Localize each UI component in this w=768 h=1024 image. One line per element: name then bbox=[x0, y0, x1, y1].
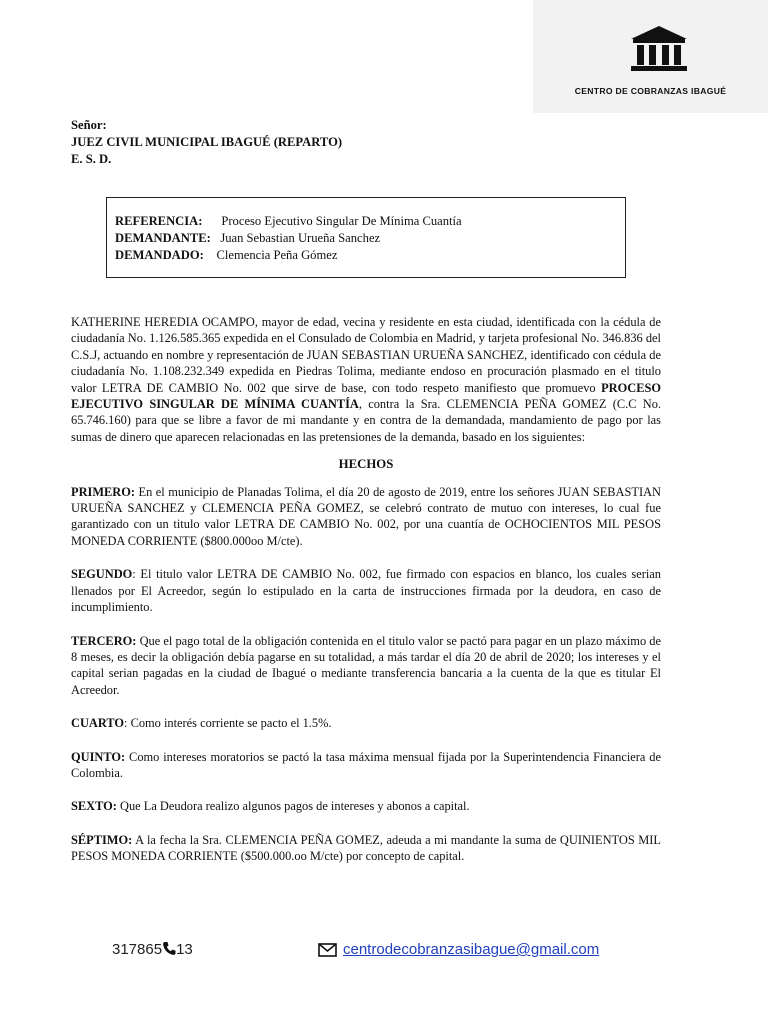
document-body bbox=[71, 314, 661, 865]
fact-cuarto: CUARTO: Como interés corriente se pacto el 1.5%. bbox=[71, 716, 332, 731]
fact-quinto: QUINTO: Como intereses moratorios se pactó la tasa máxima mensual fijada por la Superintendencia Financiera de Colombia. bbox=[71, 749, 661, 780]
addressee bbox=[71, 117, 342, 168]
process-type: PROCESO EJECUTIVO SINGULAR DE MÍNIMA CUANTÍA bbox=[71, 380, 661, 412]
defendant-value: Clemencia Peña Gómez bbox=[216, 248, 338, 262]
facts-title: HECHOS bbox=[338, 457, 394, 472]
fact-sexto: SEXTO: Que La Deudora realizo algunos pagos de intereses y abonos a capital. bbox=[71, 799, 470, 814]
fact-primero: PRIMERO: En el municipio de Planadas Tolima, el día 20 de agosto de 2019, entre los señores JUAN SEBASTIAN URUEÑA SANCHEZ y CLEMENCIA PEÑA GOMEZ, se celebró contrato de mutuo con intereses, lo cual fue garantizado con un titulo valor LETRA DE CAMBIO No. 002, por una cuantía de OCHOCIENTOS MIL PESOS MONEDA CORRIENTE ($800.000oo M/cte). bbox=[71, 484, 661, 548]
fact-tercero: TERCERO: Que el pago total de la obligación contenida en el titulo valor se pactó para pagar en un plazo máximo de 8 meses, es decir la obligación debía pagarse en su totalidad, a más tardar el día 20 de abril de 2020; los intereses y el capital serian pagadas en la ciudad de Ibagué o mediante transferencia bancaria a la cuenta de la que es titular El Acreedor. bbox=[71, 633, 661, 697]
recipient: JUEZ CIVIL MUNICIPAL IBAGUÉ (REPARTO) bbox=[71, 135, 343, 149]
reference-box bbox=[106, 197, 626, 278]
plaintiff-label: DEMANDANTE: bbox=[115, 231, 211, 245]
building-columns-icon bbox=[629, 26, 689, 72]
footer-email bbox=[318, 941, 599, 958]
plaintiff-value: Juan Sebastian Urueña Sanchez bbox=[220, 231, 381, 245]
envelope-icon bbox=[318, 943, 337, 957]
defendant-label: DEMANDADO: bbox=[115, 248, 204, 262]
email-link[interactable]: centrodecobranzasibague@gmail.com bbox=[343, 941, 600, 958]
reference-value: Proceso Ejecutivo Singular De Mínima Cuantía bbox=[221, 214, 462, 228]
salutation: Señor: bbox=[71, 118, 107, 132]
fact-segundo: SEGUNDO: El titulo valor LETRA DE CAMBIO No. 002, fue firmado con espacios en blanco, los cuales serian llenados por El Acreedor, según lo estipulado en la carta de instrucciones firmada por la deudora, en caso de incumplimiento. bbox=[71, 567, 661, 615]
reference-label: REFERENCIA: bbox=[115, 214, 203, 228]
defendant-line bbox=[115, 247, 462, 264]
fact-septimo: SÉPTIMO: A la fecha la Sra. CLEMENCIA PEÑA GOMEZ, adeuda a mi mandante la suma de QUINIENTOS MIL PESOS MONEDA CORRIENTE ($500.000.oo M/cte) por concepto de capital. bbox=[71, 832, 661, 864]
footer-phone: 317865 13 bbox=[112, 941, 193, 958]
addressee-abbrev: E. S. D. bbox=[71, 152, 112, 166]
intro-paragraph: KATHERINE HEREDIA OCAMPO, mayor de edad, vecina y residente en esta ciudad, identificada con la cédula de ciudadanía No. 1.126.585.365 expedida en el Consulado de Colombia en Madrid, y tarjeta profesional No. 346.836 del C.S.J, actuando en nombre y representación de JUAN SEBASTIAN URUEÑA SANCHEZ, identificado con cédula de ciudadanía No. 1.108.232.349 expedida en Piedras Tolima, mediante endoso en procuración plasmado en el titulo valor LETRA DE CAMBIO No. 002 que sirve de base, con todo respeto manifiesto que promuevo PROCESO EJECUTIVO SINGULAR DE MÍNIMA CUANTÍA, contra la Sra. CLEMENCIA PEÑA GOMEZ (C.C No. 65.746.160) para que se libre a favor de mi mandante y en contra de la demandada, mandamiento de pago por las sumas de dinero que aparecen relacionadas en las pretensiones de la demanda, basado en los siguientes: bbox=[71, 315, 661, 444]
logo bbox=[533, 0, 768, 113]
phone-icon bbox=[162, 941, 176, 956]
reference-line bbox=[115, 213, 462, 230]
logo-text: CENTRO DE COBRANZAS IBAGUÉ bbox=[574, 86, 727, 96]
plaintiff-line bbox=[115, 230, 462, 247]
